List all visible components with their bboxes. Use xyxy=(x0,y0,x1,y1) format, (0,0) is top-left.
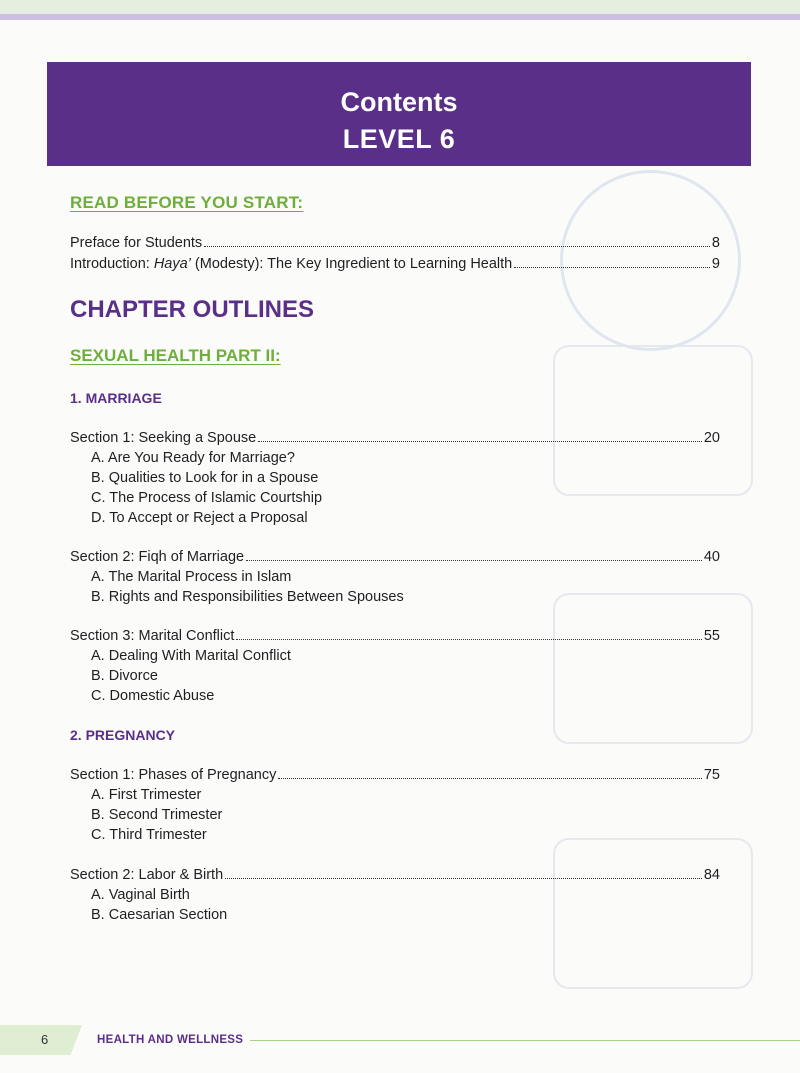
toc-section-seeking-spouse[interactable] xyxy=(70,430,720,450)
toc-page-number: 75 xyxy=(703,767,720,783)
toc-subitem: B. Rights and Responsibilities Between Spouses xyxy=(91,589,404,605)
toc-subitem: A. Are You Ready for Marriage? xyxy=(91,450,295,466)
toc-subitem: B. Qualities to Look for in a Spouse xyxy=(91,470,319,486)
toc-page-number: 55 xyxy=(703,628,720,644)
toc-section-label: Section 2: Labor & Birth xyxy=(70,867,224,883)
footer-book-title: HEALTH AND WELLNESS xyxy=(97,1034,244,1046)
toc-entry-label-rest: (Modesty): The Key Ingredient to Learning Health xyxy=(190,256,513,272)
bleed-through-text xyxy=(440,410,770,432)
topic-heading-marriage: 1. MARRIAGE xyxy=(70,390,162,406)
toc-section-label: Section 3: Marital Conflict xyxy=(70,628,235,644)
toc-section-label: Section 1: Phases of Pregnancy xyxy=(70,767,277,783)
footer-rule xyxy=(250,1040,800,1041)
leader-dots xyxy=(246,560,702,561)
toc-subitem: C. Third Trimester xyxy=(91,827,207,843)
toc-subitem: A. Vaginal Birth xyxy=(91,887,190,903)
top-color-strip xyxy=(0,0,800,14)
toc-entry-label: Preface for Students xyxy=(70,235,203,251)
toc-entry-label: Introduction: xyxy=(70,256,154,272)
bleed-through-logo-box xyxy=(553,838,753,989)
toc-page-number: 84 xyxy=(703,867,720,883)
leader-dots xyxy=(236,639,701,640)
bleed-through-logo-box xyxy=(553,593,753,744)
toc-section-fiqh-of-marriage[interactable] xyxy=(70,549,720,569)
toc-section-label: Section 1: Seeking a Spouse xyxy=(70,430,257,446)
toc-subitem: A. Dealing With Marital Conflict xyxy=(91,648,291,664)
toc-entry-preface[interactable] xyxy=(70,235,720,255)
toc-section-labor-and-birth[interactable] xyxy=(70,867,720,887)
toc-page-number: 40 xyxy=(703,549,720,565)
toc-subitem: B. Second Trimester xyxy=(91,807,223,823)
part-heading: SEXUAL HEALTH PART II: xyxy=(70,346,281,365)
chapter-outlines-heading: CHAPTER OUTLINES xyxy=(70,296,315,323)
leader-dots xyxy=(514,267,710,268)
toc-subitem: B. Divorce xyxy=(91,668,158,684)
leader-dots xyxy=(258,441,702,442)
page-title: Contents xyxy=(340,87,458,117)
toc-section-label: Section 2: Fiqh of Marriage xyxy=(70,549,245,565)
toc-page-number: 20 xyxy=(703,430,720,446)
leader-dots xyxy=(204,246,710,247)
toc-subitem: C. The Process of Islamic Courtship xyxy=(91,490,323,506)
toc-subitem: D. To Accept or Reject a Proposal xyxy=(91,510,308,526)
top-accent-line xyxy=(0,14,800,20)
toc-subitem: B. Caesarian Section xyxy=(91,907,228,923)
toc-page-number: 8 xyxy=(711,235,720,251)
toc-subitem: C. Domestic Abuse xyxy=(91,688,215,704)
toc-section-phases-of-pregnancy[interactable] xyxy=(70,767,720,787)
toc-entry-label-emphasis: Haya’ xyxy=(153,256,191,272)
read-before-heading: READ BEFORE YOU START: xyxy=(70,193,304,212)
leader-dots xyxy=(225,878,702,879)
leader-dots xyxy=(278,778,702,779)
toc-entry-introduction[interactable] xyxy=(70,256,720,276)
level-title: LEVEL 6 xyxy=(342,124,456,154)
toc-subitem: A. The Marital Process in Islam xyxy=(91,569,292,585)
footer-page-number: 6 xyxy=(41,1032,49,1047)
toc-subitem: A. First Trimester xyxy=(91,787,202,803)
toc-section-marital-conflict[interactable] xyxy=(70,628,720,648)
topic-heading-pregnancy: 2. PREGNANCY xyxy=(70,727,176,743)
contents-header xyxy=(47,62,751,166)
toc-page-number: 9 xyxy=(711,256,720,272)
